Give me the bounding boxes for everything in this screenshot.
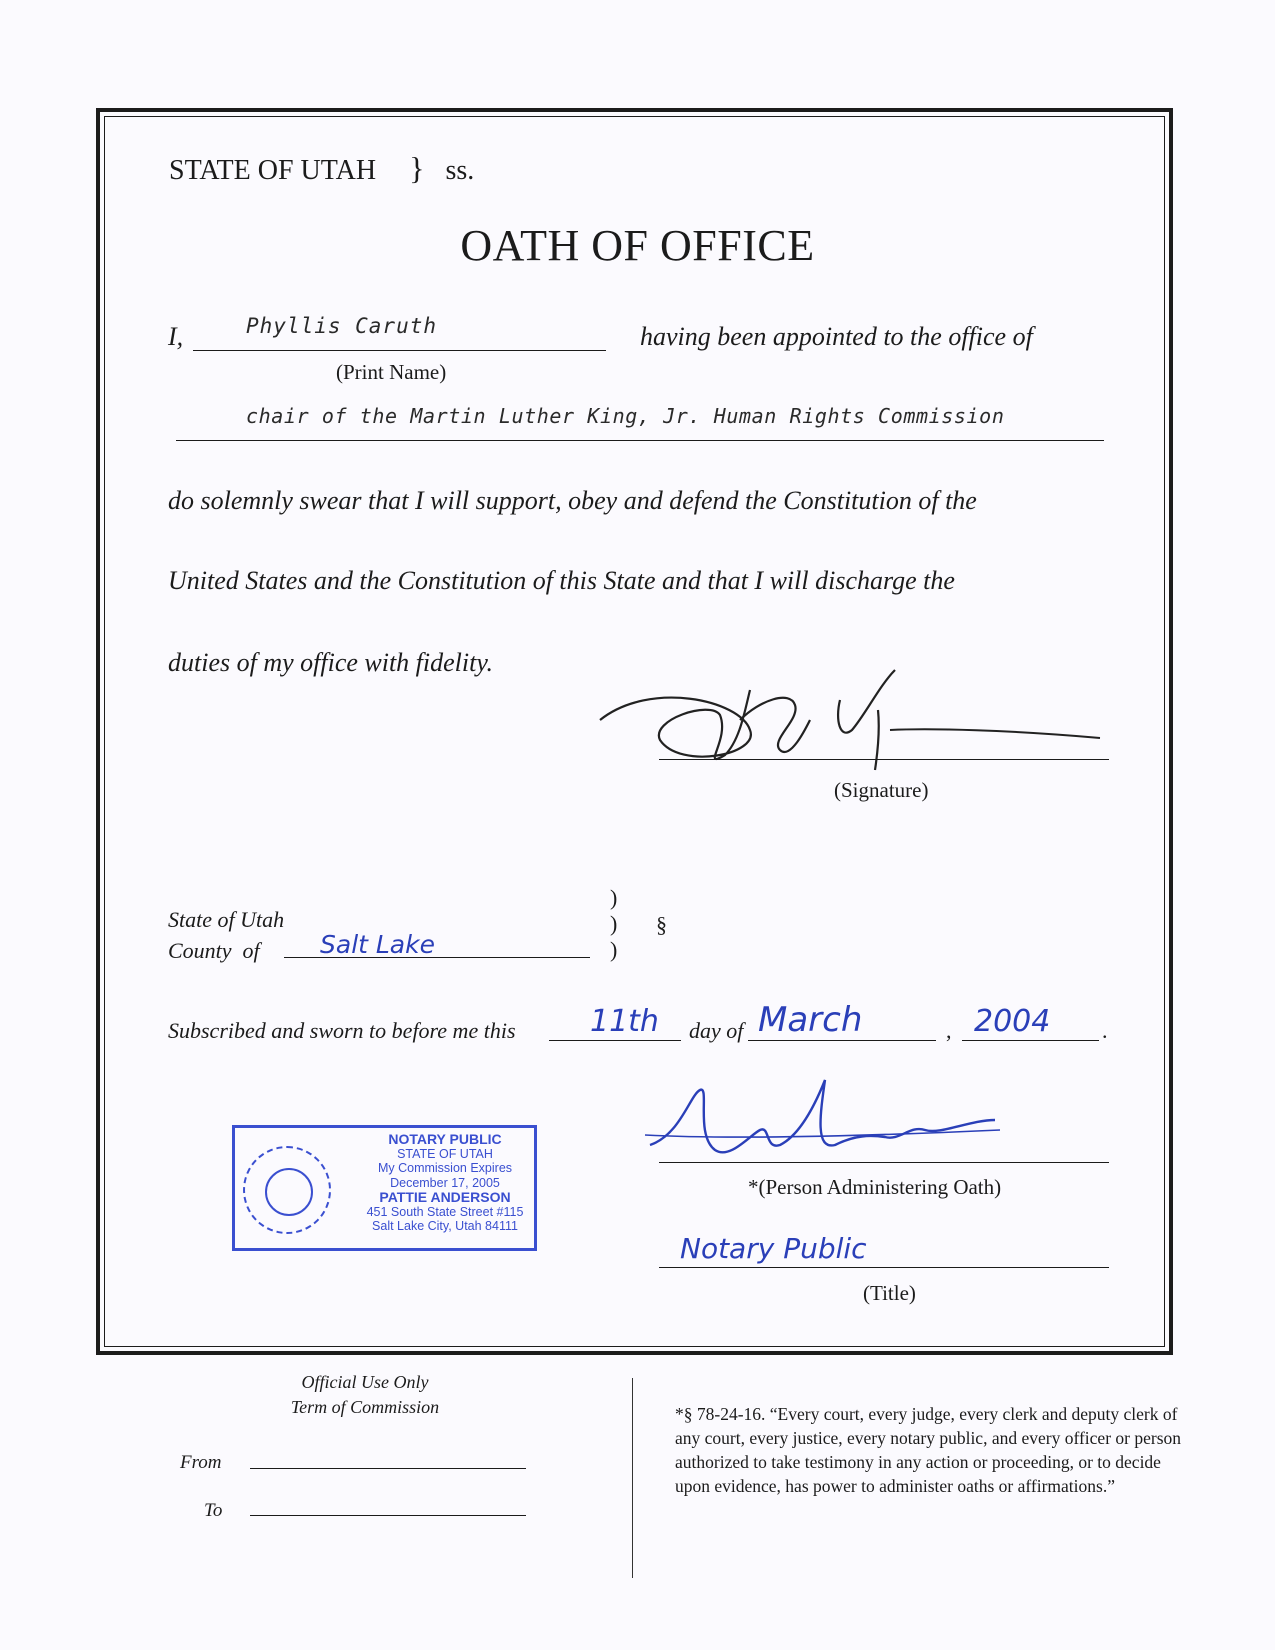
stamp-line: Salt Lake City, Utah 84111 (372, 1219, 518, 1233)
to-line (250, 1515, 526, 1516)
office-line (176, 440, 1104, 441)
state-text: STATE OF UTAH (169, 155, 377, 186)
title-value: Notary Public (680, 1232, 867, 1265)
brace: } (409, 150, 425, 186)
day-of-text: day of (689, 1018, 744, 1043)
stamp-text (355, 1132, 535, 1234)
administering-signature-drawing (640, 1075, 1020, 1170)
paren-1: ) (610, 885, 618, 910)
footer-separator (632, 1378, 633, 1578)
sworn-year: 2004 (974, 1004, 1051, 1039)
term-of-commission-heading: Term of Commission (290, 1397, 440, 1417)
signature-drawing (590, 660, 1110, 790)
paren-2: ) (610, 911, 618, 936)
paren-3: ) (610, 937, 618, 962)
official-use-heading: Official Use Only (301, 1372, 429, 1392)
stamp-line: My Commission Expires (377, 1161, 513, 1175)
state-seal-icon (243, 1146, 331, 1234)
administering-label: *(Person Administering Oath) (748, 1175, 1002, 1199)
stamp-line: NOTARY PUBLIC (388, 1131, 502, 1147)
having-appointed-text: having been appointed to the office of (640, 322, 1033, 351)
oath-line-1: do solemnly swear that I will support, obey and defend the Constitution of the (168, 486, 977, 515)
print-name-label: (Print Name) (336, 360, 447, 384)
oath-line-3: duties of my office with fidelity. (168, 648, 493, 677)
state-heading (169, 150, 474, 187)
state-of-utah-label: State of Utah (168, 907, 285, 932)
stamp-line: PATTIE ANDERSON (379, 1189, 511, 1205)
oath-line-2: United States and the Constitution of this State and that I will discharge the (168, 566, 955, 595)
document-title: OATH OF OFFICE (460, 221, 815, 270)
stamp-line: STATE OF UTAH (397, 1146, 493, 1161)
pronoun-i: I, (168, 322, 184, 351)
stamp-line: 451 South State Street #115 (366, 1204, 524, 1219)
venue-parens (610, 885, 617, 963)
county-line (284, 957, 590, 958)
county-label: County of (168, 938, 260, 963)
signature-line (659, 759, 1109, 760)
office-value: chair of the Martin Luther King, Jr. Human Rights Commission (246, 404, 1005, 428)
county-value: Salt Lake (320, 930, 435, 959)
print-name-line (193, 350, 606, 351)
administering-line (659, 1162, 1109, 1163)
title-line (659, 1267, 1109, 1268)
month-line (748, 1040, 936, 1041)
print-name-value: Phyllis Caruth (246, 314, 438, 338)
ss-text: ss. (445, 155, 475, 186)
from-label: From (180, 1452, 222, 1473)
section-symbol: § (656, 912, 667, 937)
from-line (250, 1468, 526, 1469)
year-line (962, 1040, 1099, 1041)
sworn-prefix: Subscribed and sworn to before me this (168, 1018, 516, 1043)
comma: , (946, 1018, 952, 1043)
sworn-month: March (758, 1000, 863, 1040)
title-label: (Title) (863, 1281, 916, 1305)
to-label: To (204, 1500, 223, 1521)
period: . (1102, 1018, 1108, 1043)
notary-stamp (232, 1125, 537, 1251)
statute-footnote: *§ 78-24-16. “Every court, every judge, every clerk and deputy clerk of any court, every justice, every notary public, and every officer or person authorized to take testimony in any action or proceeding, or to decide upon evidence, has power to administer oaths or affirmations.” (675, 1404, 1182, 1496)
signature-label: (Signature) (834, 778, 929, 802)
day-line (549, 1040, 681, 1041)
sworn-day: 11th (590, 1004, 659, 1039)
stamp-line: December 17, 2005 (390, 1175, 500, 1190)
